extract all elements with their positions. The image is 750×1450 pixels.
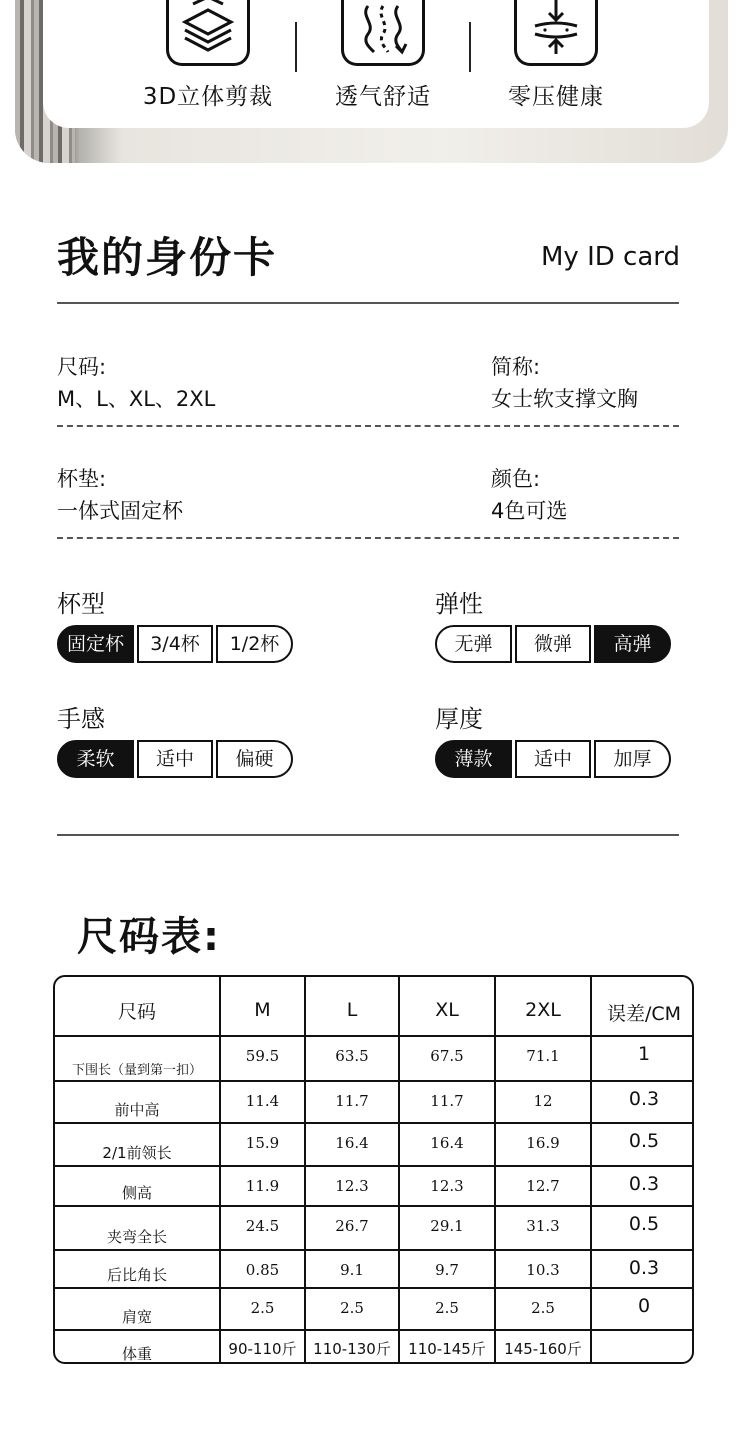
option-no-stretch: 无弹: [435, 625, 512, 663]
table-cell: 11.9: [220, 1166, 305, 1206]
feature-label: 透气舒适: [335, 84, 431, 110]
color-value: 4色可选: [491, 499, 568, 523]
hand-feel-options: [57, 740, 293, 778]
tolerance-cell: 1: [591, 1036, 694, 1080]
thickness-options: [435, 740, 671, 778]
row-label: 下围长（量到第一扣）: [55, 1036, 220, 1080]
feature-breathable: [298, 0, 468, 111]
table-cell: 16.4: [399, 1123, 495, 1166]
row-label: 侧高: [55, 1166, 220, 1206]
table-cell: 11.7: [399, 1081, 495, 1123]
feature-card: [43, 0, 709, 128]
feature-zero-pressure: [471, 0, 641, 111]
tolerance-cell: [591, 1330, 694, 1364]
row-label: 体重: [55, 1330, 220, 1364]
option-slight-stretch: 微弹: [515, 625, 591, 663]
name-field: [491, 351, 638, 415]
table-row: [55, 1123, 694, 1166]
cup-type-title: 杯型: [57, 590, 105, 618]
table-row: [55, 1036, 694, 1080]
table-cell: 12.3: [399, 1166, 495, 1206]
table-row: [55, 1166, 694, 1206]
row-label: 肩宽: [55, 1288, 220, 1330]
feature-label: 零压健康: [508, 84, 604, 110]
option-soft: 柔软: [57, 740, 134, 778]
table-cell: 145-160斤: [495, 1330, 591, 1364]
table-row: [55, 1330, 694, 1364]
name-label: 简称:: [491, 355, 541, 379]
table-cell: 67.5: [399, 1036, 495, 1080]
table-cell: 110-130斤: [305, 1330, 399, 1364]
table-row: [55, 1081, 694, 1123]
row-label: 前中高: [55, 1081, 220, 1123]
size-field: [57, 351, 215, 415]
divider: [57, 834, 679, 836]
header-cell: M: [220, 977, 305, 1036]
table-cell: 90-110斤: [220, 1330, 305, 1364]
row-label: 后比角长: [55, 1250, 220, 1287]
size-value: M、L、XL、2XL: [57, 387, 216, 411]
table-cell: 2.5: [220, 1288, 305, 1330]
row-label: 2/1前领长: [55, 1123, 220, 1166]
table-cell: 59.5: [220, 1036, 305, 1080]
tolerance-cell: 0.3: [591, 1081, 694, 1123]
table-cell: 63.5: [305, 1036, 399, 1080]
header-cell: 2XL: [495, 977, 591, 1036]
pad-field: [57, 463, 183, 527]
airflow-icon: [341, 0, 425, 66]
header-cell: 误差/CM: [591, 977, 694, 1036]
pad-label: 杯垫:: [57, 467, 107, 491]
table-cell: 11.7: [305, 1081, 399, 1123]
dashed-divider: [57, 537, 679, 539]
elasticity-options: [435, 625, 671, 663]
size-chart-title: 尺码表:: [77, 914, 221, 960]
table-header-row: [55, 977, 694, 1036]
table-cell: 2.5: [399, 1288, 495, 1330]
table-row: [55, 1206, 694, 1250]
layers-icon: [166, 0, 250, 66]
row-label: 夹弯全长: [55, 1206, 220, 1250]
table-cell: 31.3: [495, 1206, 591, 1250]
feature-label: 3D立体剪裁: [142, 84, 274, 110]
table-cell: 2.5: [305, 1288, 399, 1330]
name-value: 女士软支撑文胸: [491, 387, 638, 411]
table-cell: 0.85: [220, 1250, 305, 1287]
table-cell: 15.9: [220, 1123, 305, 1166]
option-fixed-cup: 固定杯: [57, 625, 134, 663]
table-cell: 12.7: [495, 1166, 591, 1206]
table-cell: 9.7: [399, 1250, 495, 1287]
divider: [295, 22, 297, 72]
table-cell: 29.1: [399, 1206, 495, 1250]
elasticity-title: 弹性: [435, 590, 483, 618]
tolerance-cell: 0.3: [591, 1166, 694, 1206]
pad-value: 一体式固定杯: [57, 499, 183, 523]
id-card-title: 我的身份卡: [57, 233, 278, 282]
table-row: [55, 1250, 694, 1287]
table-cell: 16.9: [495, 1123, 591, 1166]
header-cell: 尺码: [55, 977, 220, 1036]
divider: [57, 302, 679, 304]
table-cell: 12.3: [305, 1166, 399, 1206]
feature-banner: [15, 0, 728, 163]
color-label: 颜色:: [491, 467, 541, 491]
table-cell: 12: [495, 1081, 591, 1123]
thickness-title: 厚度: [435, 705, 483, 733]
size-label: 尺码:: [57, 355, 107, 379]
table-cell: 9.1: [305, 1250, 399, 1287]
option-3-4-cup: 3/4杯: [137, 625, 213, 663]
option-thick: 加厚: [594, 740, 671, 778]
header-cell: XL: [399, 977, 495, 1036]
table-row: [55, 1288, 694, 1330]
option-medium-thickness: 适中: [515, 740, 591, 778]
option-thin: 薄款: [435, 740, 512, 778]
hand-feel-title: 手感: [57, 705, 105, 733]
color-field: [491, 463, 567, 527]
tolerance-cell: 0.5: [591, 1206, 694, 1250]
option-high-stretch: 高弹: [594, 625, 671, 663]
table-cell: 24.5: [220, 1206, 305, 1250]
table-cell: 26.7: [305, 1206, 399, 1250]
option-1-2-cup: 1/2杯: [216, 625, 293, 663]
table-cell: 110-145斤: [399, 1330, 495, 1364]
table-cell: 11.4: [220, 1081, 305, 1123]
option-medium: 适中: [137, 740, 213, 778]
option-firm: 偏硬: [216, 740, 293, 778]
id-card-subtitle: My ID card: [540, 242, 680, 272]
table-cell: 71.1: [495, 1036, 591, 1080]
size-chart-table: [53, 975, 694, 1364]
table-cell: 16.4: [305, 1123, 399, 1166]
tolerance-cell: 0: [591, 1288, 694, 1330]
tolerance-cell: 0.5: [591, 1123, 694, 1166]
tolerance-cell: 0.3: [591, 1250, 694, 1287]
feature-3d-cut: [123, 0, 293, 111]
table-cell: 10.3: [495, 1250, 591, 1287]
cup-type-options: [57, 625, 293, 663]
header-cell: L: [305, 977, 399, 1036]
table-cell: 2.5: [495, 1288, 591, 1330]
dashed-divider: [57, 425, 679, 427]
pressure-icon: [514, 0, 598, 66]
